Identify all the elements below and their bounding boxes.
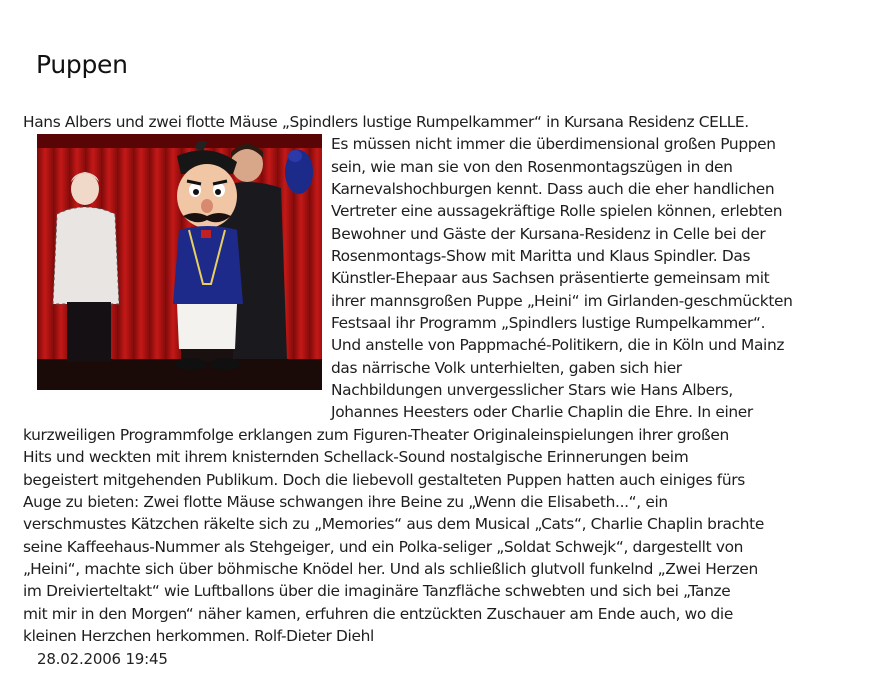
article-line: kurzweiligen Programmfolge erklangen zum Figuren-Theater Originaleinspielungen ihrer großen <box>23 425 729 444</box>
article-line: Rosenmontags-Show mit Maritta und Klaus Spindler. Das <box>331 247 751 266</box>
article-line: Auge zu bieten: Zwei flotte Mäuse schwangen ihre Beine zu „Wenn die Elisabeth...“, ein <box>23 492 668 511</box>
article-line: Vertreter eine aussagekräftige Rolle spielen können, erlebten <box>331 202 783 221</box>
article-line: das närrische Volk unterhielten, gaben sich hier <box>331 358 682 377</box>
article-line: im Dreivierteltakt“ wie Luftballons über die imaginäre Tanzfläche schwebten und sich bei „Tanze <box>23 582 731 601</box>
article-line: Es müssen nicht immer die überdimensional großen Puppen <box>331 135 776 154</box>
article-line: Bewohner und Gäste der Kursana-Residenz in Celle bei der <box>331 224 766 243</box>
article-line: seine Kaffeehaus-Nummer als Stehgeiger, und ein Polka-seliger „Soldat Schwejk“, dargestellt von <box>23 537 744 556</box>
publish-date: 28.02.2006 19:45 <box>37 650 168 668</box>
article-body <box>23 111 853 647</box>
article-line: kleinen Herzchen herkommen. Rolf-Dieter Diehl <box>23 626 374 645</box>
article-line: Nachbildungen unvergesslicher Stars wie Hans Albers, <box>331 381 733 400</box>
article-line: begeistert mitgehenden Publikum. Doch die liebevoll gestalteten Puppen hatten auch einiges fürs <box>23 470 745 489</box>
article-line: Festsaal ihr Programm „Spindlers lustige Rumpelkammer“. <box>331 314 766 333</box>
article-line: ihrer mannsgroßen Puppe „Heini“ im Girlanden-geschmückten <box>331 291 793 310</box>
article-line: sein, wie man sie von den Rosenmontagszügen in den <box>331 157 733 176</box>
article-line: Johannes Heesters oder Charlie Chaplin die Ehre. In einer <box>331 403 753 422</box>
article-line: Hits und weckten mit ihrem knisternden Schellack-Sound nostalgische Erinnerungen beim <box>23 448 689 467</box>
article-line: Karnevalshochburgen kennt. Dass auch die eher handlichen <box>331 180 775 199</box>
article-line: mit mir in den Morgen“ näher kamen, erfuhren die entzückten Zuschauer am Ende auch, wo die <box>23 604 733 623</box>
page-title: Puppen <box>36 50 128 79</box>
article-line: „Heini“, machte sich über böhmische Knödel her. Und als schließlich glutvoll funkelnd „Zwei Herzen <box>23 559 758 578</box>
article-line: verschmustes Kätzchen räkelte sich zu „Memories“ aus dem Musical „Cats“, Charlie Chaplin brachte <box>23 515 764 534</box>
article-line: Künstler-Ehepaar aus Sachsen präsentierte gemeinsam mit <box>331 269 770 288</box>
article-line: Und anstelle von Pappmaché-Politikern, die in Köln und Mainz <box>331 336 785 355</box>
article-headline: Hans Albers und zwei flotte Mäuse „Spindlers lustige Rumpelkammer“ in Kursana Residenz CELLE. <box>23 113 749 131</box>
